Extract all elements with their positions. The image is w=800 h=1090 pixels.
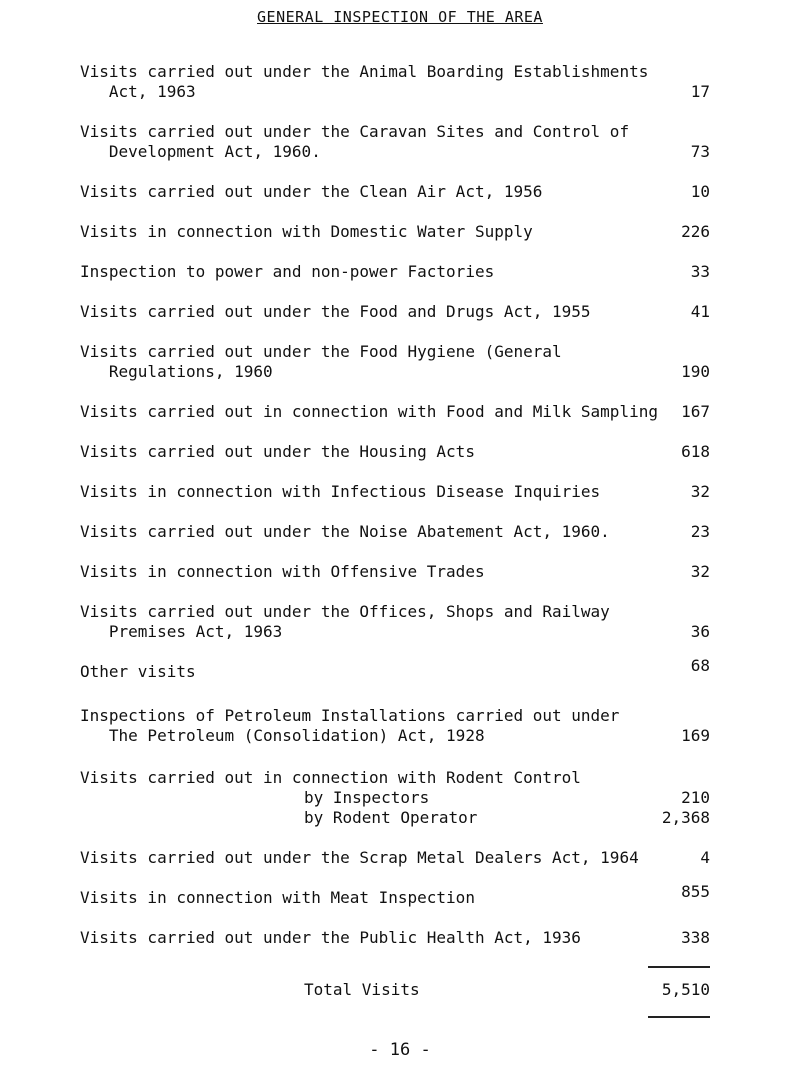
page-heading: GENERAL INSPECTION OF THE AREA (257, 8, 543, 26)
item-label: Visits carried out under the Public Health Act, 1936 (80, 928, 581, 947)
page-number: - 16 - (369, 1040, 431, 1060)
total-top-rule (648, 966, 710, 968)
item-label: Visits in connection with Infectious Disease Inquiries (80, 482, 601, 501)
item-value: 855 (681, 882, 710, 901)
total-bottom-rule (648, 1016, 710, 1018)
item-value: 167 (681, 402, 710, 421)
item-value: 32 (690, 482, 710, 501)
list-item (80, 182, 710, 202)
list-item (80, 342, 710, 382)
sub-value: 210 (681, 788, 710, 807)
item-value: 190 (681, 362, 710, 381)
total-label: Total Visits (304, 980, 420, 999)
list-item (80, 768, 710, 828)
item-label-cont: The Petroleum (Consolidation) Act, 1928 (80, 726, 485, 745)
total-value: 5,510 (661, 980, 710, 999)
item-label-cont: Regulations, 1960 (80, 362, 273, 381)
item-value: 41 (690, 302, 710, 321)
list-item (80, 882, 710, 908)
item-label: Visits carried out under the Clean Air Act, 1956 (80, 182, 543, 201)
list-item (80, 706, 710, 746)
item-label: Visits carried out under the Offices, Shops and Railway (80, 602, 610, 621)
list-item (80, 302, 710, 322)
item-value: 10 (690, 182, 710, 201)
item-value: 226 (681, 222, 710, 241)
item-label: Other visits (80, 662, 196, 681)
sub-label: by Inspectors (304, 788, 430, 807)
sub-label: by Rodent Operator (304, 808, 478, 827)
list-item (80, 522, 710, 542)
item-value: 4 (700, 848, 710, 867)
list-item (80, 62, 710, 102)
list-item (80, 122, 710, 162)
item-value: 68 (690, 656, 710, 675)
list-item (80, 602, 710, 642)
item-label: Visits in connection with Domestic Water Supply (80, 222, 533, 241)
list-item (80, 482, 710, 502)
item-label: Visits carried out in connection with Rodent Control (80, 768, 581, 787)
item-value: 338 (681, 928, 710, 947)
item-label-cont: Development Act, 1960. (80, 142, 321, 161)
item-label: Visits carried out under the Housing Acts (80, 442, 475, 461)
item-label: Visits carried out in connection with Food and Milk Sampling (80, 402, 658, 421)
list-item (80, 222, 710, 242)
item-label: Visits carried out under the Animal Boarding Establishments (80, 62, 649, 81)
item-value: 33 (690, 262, 710, 281)
item-value: 36 (690, 622, 710, 641)
item-value: 73 (690, 142, 710, 161)
item-label: Visits in connection with Meat Inspection (80, 888, 475, 907)
item-label: Visits carried out under the Scrap Metal Dealers Act, 1964 (80, 848, 639, 867)
list-item (80, 656, 710, 682)
item-label: Visits carried out under the Food Hygiene (General (80, 342, 562, 361)
item-value: 23 (690, 522, 710, 541)
item-label: Visits carried out under the Caravan Sites and Control of (80, 122, 630, 141)
list-item (80, 848, 710, 868)
list-item (80, 402, 710, 422)
item-value: 17 (690, 82, 710, 101)
item-value: 618 (681, 442, 710, 461)
item-label: Inspections of Petroleum Installations carried out under (80, 706, 620, 725)
list-item (80, 442, 710, 462)
list-item (80, 562, 710, 582)
item-label: Visits carried out under the Food and Drugs Act, 1955 (80, 302, 591, 321)
sub-value: 2,368 (661, 808, 710, 827)
item-value: 32 (690, 562, 710, 581)
item-label: Visits carried out under the Noise Abatement Act, 1960. (80, 522, 610, 541)
item-value: 169 (681, 726, 710, 745)
item-label: Visits in connection with Offensive Trades (80, 562, 485, 581)
list-item (80, 262, 710, 282)
item-label: Inspection to power and non-power Factories (80, 262, 495, 281)
list-item (80, 928, 710, 948)
item-label-cont: Act, 1963 (80, 82, 196, 101)
item-label-cont: Premises Act, 1963 (80, 622, 283, 641)
